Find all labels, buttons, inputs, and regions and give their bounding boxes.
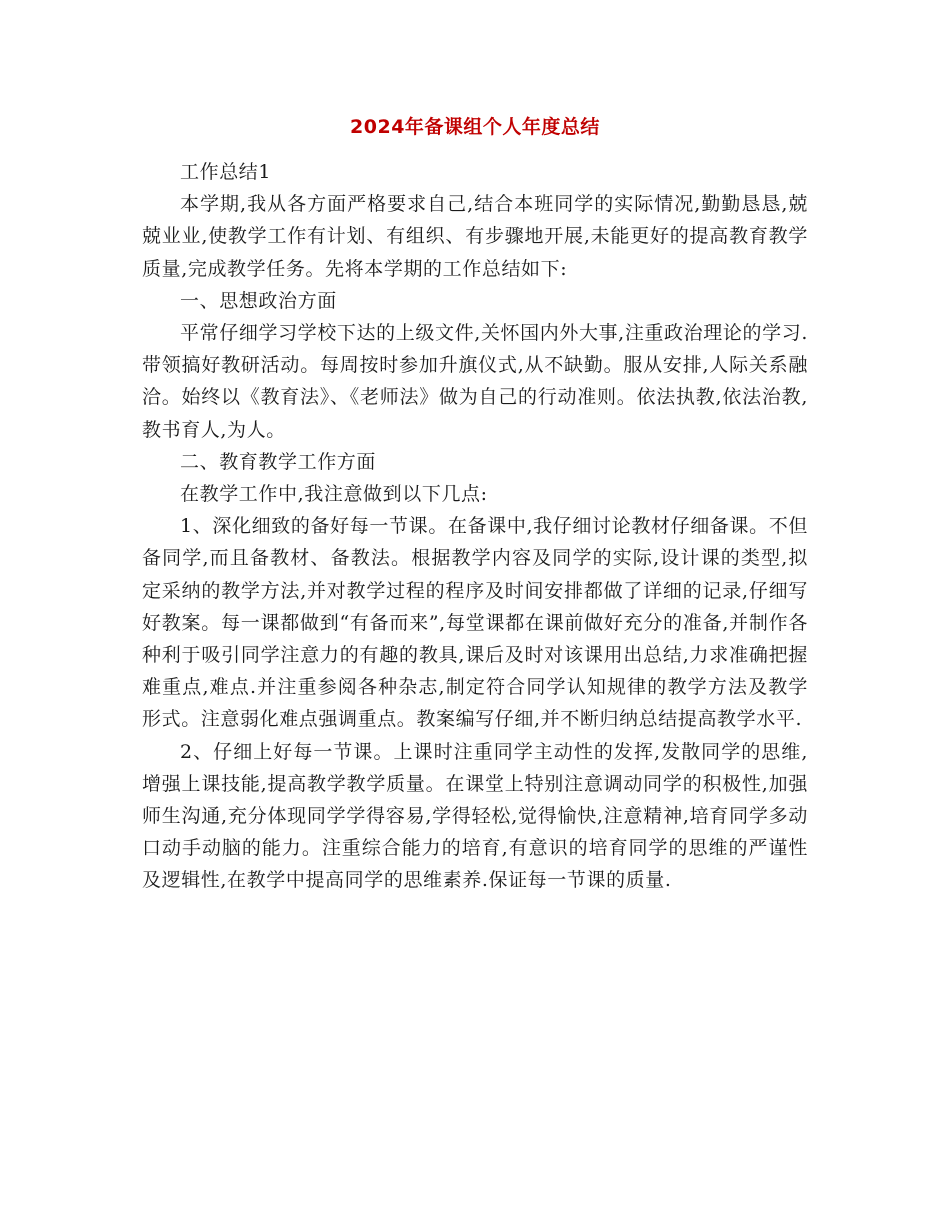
teaching-point-1-paragraph: 1、深化细致的备好每一节课。在备课中,我仔细讨论教材仔细备课。不但备同学,而且备教材、备教法。根据教学内容及同学的实际,设计课的类型,拟定采纳的教学方法,并对教学过程的程序及时间安排都做了详细的记录,仔细写好教案。每一课都做到“有备而来”,每堂课都在课前做好充分的准备,并制作各种利于吸引同学注意力的有趣的教具,课后及时对该课用出总结,力求准确把握难重点,难点.并注重参阅各种杂志,制定符合同学认知规律的教学方法及教学形式。注意弱化难点强调重点。教案编写仔细,并不断归纳总结提高教学水平. <box>142 515 808 731</box>
section-heading-summary-1: 工作总结1 <box>180 161 272 183</box>
section-heading-politics: 一、思想政治方面 <box>180 289 337 312</box>
document-body <box>142 156 808 897</box>
politics-paragraph: 平常仔细学习学校下达的上级文件,关怀国内外大事,注重政治理论的学习.带领搞好教研活动。每周按时参加升旗仪式,从不缺勤。服从安排,人际关系融洽。始终以《教育法》、《老师法》做为自己的行动准则。依法执教,依法治教,教书育人,为人。 <box>142 322 808 441</box>
teaching-point-2-paragraph: 2、仔细上好每一节课。上课时注重同学主动性的发挥,发散同学的思维, 增强上课技能,提高教学教学质量。在课堂上特别注意调动同学的积极性,加强师生沟通,充分体现同学学得容易,学得轻松,觉得愉快,注意精神,培育同学多动口动手动脑的能力。注重综合能力的培育,有意识的培育同学的思维的严谨性及逻辑性,在教学中提高同学的思维素养.保证每一节课的质量. <box>142 740 808 892</box>
intro-paragraph: 本学期,我从各方面严格要求自己,结合本班同学的实际情况,勤勤恳恳,兢兢业业,使教学工作有计划、有组织、有步骤地开展,未能更好的提高教育教学质量,完成教学任务。先将本学期的工作总结如下: <box>142 193 808 280</box>
teaching-intro-paragraph: 在教学工作中,我注意做到以下几点: <box>180 483 488 506</box>
document-title: 2024年备课组个人年度总结 <box>350 116 600 138</box>
section-heading-teaching: 二、教育教学工作方面 <box>180 450 377 473</box>
